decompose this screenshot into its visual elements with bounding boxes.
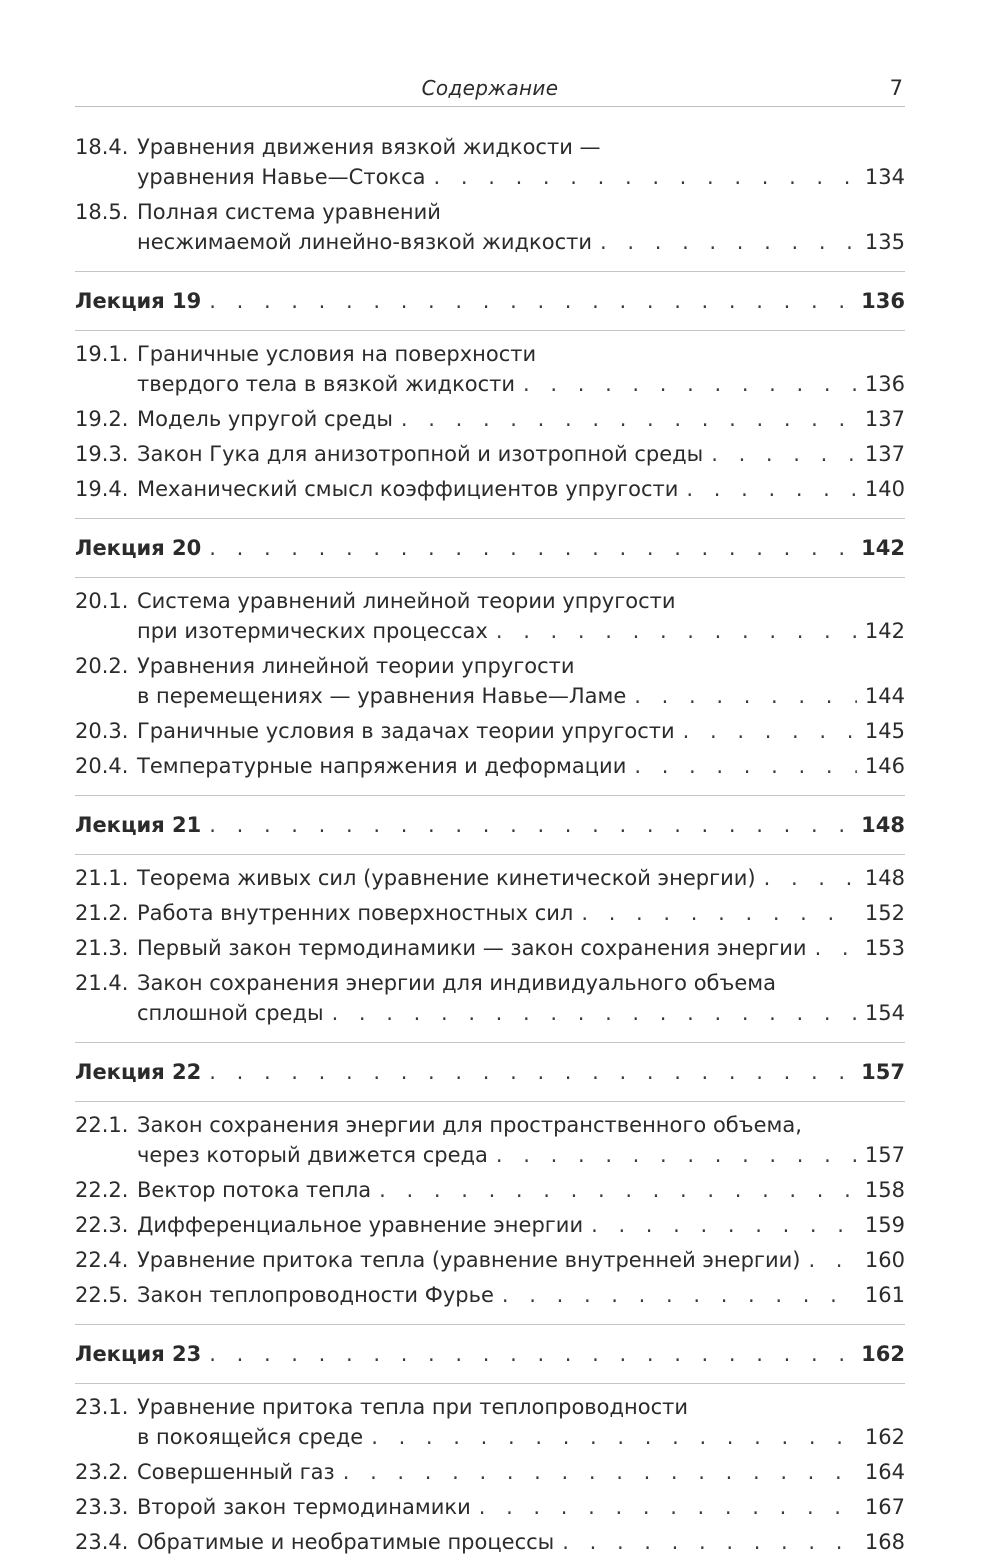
toc-entry-page: 144: [864, 684, 905, 708]
lecture-page: 162: [861, 1342, 905, 1366]
toc-entry-line1: Система уравнений линейной теории упругости: [137, 589, 676, 613]
toc-lecture-23: [75, 1339, 905, 1369]
toc-entry-number: 23.4.: [75, 1530, 129, 1554]
toc-entry-23-3: [75, 1492, 905, 1522]
header-title: Содержание: [421, 76, 559, 100]
toc-entry-line2: в покоящейся среде: [137, 1425, 364, 1449]
toc-entry-number: 19.4.: [75, 477, 129, 501]
toc-entry-text: Дифференциальное уравнение энергии: [137, 1213, 584, 1237]
toc-entry-text: Совершенный газ: [137, 1460, 335, 1484]
toc-entry-19-1: [75, 339, 905, 399]
toc-entry-number: 20.3.: [75, 719, 129, 743]
toc-entry-number: 23.2.: [75, 1460, 129, 1484]
toc-entry-line1: Уравнения движения вязкой жидкости —: [137, 135, 601, 159]
divider-line: [75, 1324, 905, 1325]
toc-lecture-20: [75, 533, 905, 563]
toc-entry-line1: Закон сохранения энергии для пространственного объема,: [137, 1113, 802, 1137]
toc-entry-text: Граничные условия в задачах теории упругости: [137, 719, 675, 743]
toc-entry-page: 140: [864, 477, 905, 501]
lecture-title: Лекция 19: [75, 289, 202, 313]
toc-entry-number: 20.2.: [75, 654, 129, 678]
dot-leader: [815, 933, 857, 963]
toc-entry-page: 134: [864, 165, 905, 189]
toc-entry-line2: сплошной среды: [137, 1001, 324, 1025]
dot-leader: [683, 716, 857, 746]
dot-leader: [634, 751, 857, 781]
toc-entry-23-4: [75, 1527, 905, 1557]
toc-entry-number: 23.3.: [75, 1495, 129, 1519]
dot-leader: [634, 681, 857, 711]
toc-entry-20-4: [75, 751, 905, 781]
dot-leader: [379, 1175, 857, 1205]
toc-entry-21-2: [75, 898, 905, 928]
toc-entry-text: Уравнение притока тепла (уравнение внутренней энергии): [137, 1248, 801, 1272]
toc-entry-line1: Полная система уравнений: [137, 200, 441, 224]
divider-line: [75, 1101, 905, 1102]
header-page-number: 7: [889, 76, 903, 100]
dot-leader: [209, 286, 853, 316]
toc-entry-line1: Закон сохранения энергии для индивидуального объема: [137, 971, 776, 995]
toc-entry-page: 157: [864, 1143, 905, 1167]
toc-entry-page: 152: [864, 901, 905, 925]
toc-entry-22-1: [75, 1110, 905, 1170]
divider-line: [75, 271, 905, 272]
toc-entry-page: 167: [864, 1495, 905, 1519]
dot-leader: [479, 1492, 857, 1522]
toc-entry-page: 168: [864, 1530, 905, 1554]
dot-leader: [332, 998, 857, 1028]
toc-entry-text: Вектор потока тепла: [137, 1178, 372, 1202]
divider-line: [75, 518, 905, 519]
toc-entry-19-4: [75, 474, 905, 504]
table-of-contents: [75, 132, 905, 1557]
toc-entry-20-2: [75, 651, 905, 711]
toc-entry-page: 153: [864, 936, 905, 960]
lecture-title: Лекция 22: [75, 1060, 202, 1084]
toc-entry-number: 21.2.: [75, 901, 129, 925]
toc-entry-number: 21.1.: [75, 866, 129, 890]
dot-leader: [764, 863, 857, 893]
toc-entry-21-3: [75, 933, 905, 963]
dot-leader: [434, 162, 857, 192]
toc-entry-line1: Уравнение притока тепла при теплопроводности: [137, 1395, 689, 1419]
toc-entry-page: 161: [864, 1283, 905, 1307]
lecture-title: Лекция 20: [75, 536, 202, 560]
dot-leader: [600, 227, 857, 257]
running-header: [75, 70, 905, 107]
toc-entry-number: 22.2.: [75, 1178, 129, 1202]
toc-entry-21-1: [75, 863, 905, 893]
dot-leader: [401, 404, 857, 434]
toc-entry-page: 159: [864, 1213, 905, 1237]
toc-entry-line2: уравнения Навье—Стокса: [137, 165, 426, 189]
toc-entry-page: 137: [864, 407, 905, 431]
dot-leader: [711, 439, 857, 469]
toc-entry-text: Закон теплопроводности Фурье: [137, 1283, 494, 1307]
lecture-page: 136: [861, 289, 905, 313]
toc-entry-22-5: [75, 1280, 905, 1310]
toc-entry-number: 21.3.: [75, 936, 129, 960]
toc-entry-text: Температурные напряжения и деформации: [137, 754, 627, 778]
toc-entry-page: 142: [864, 619, 905, 643]
dot-leader: [502, 1280, 857, 1310]
toc-lecture-21: [75, 810, 905, 840]
toc-entry-20-1: [75, 586, 905, 646]
dot-leader: [562, 1527, 857, 1557]
dot-leader: [591, 1210, 857, 1240]
toc-entry-number: 20.1.: [75, 589, 129, 613]
lecture-title: Лекция 23: [75, 1342, 202, 1366]
toc-entry-number: 22.1.: [75, 1113, 129, 1137]
toc-entry-page: 146: [864, 754, 905, 778]
toc-entry-19-3: [75, 439, 905, 469]
divider-line: [75, 577, 905, 578]
toc-entry-number: 22.4.: [75, 1248, 129, 1272]
toc-entry-page: 164: [864, 1460, 905, 1484]
toc-entry-text: Первый закон термодинамики — закон сохранения энергии: [137, 936, 807, 960]
lecture-title: Лекция 21: [75, 813, 202, 837]
toc-entry-line2: твердого тела в вязкой жидкости: [137, 372, 516, 396]
toc-entry-line2: при изотермических процессах: [137, 619, 488, 643]
dot-leader: [686, 474, 856, 504]
toc-entry-page: 162: [864, 1425, 905, 1449]
toc-entry-number: 20.4.: [75, 754, 129, 778]
toc-entry-text: Обратимые и необратимые процессы: [137, 1530, 555, 1554]
toc-entry-22-4: [75, 1245, 905, 1275]
toc-entry-number: 22.3.: [75, 1213, 129, 1237]
toc-entry-number: 19.2.: [75, 407, 129, 431]
toc-entry-page: 158: [864, 1178, 905, 1202]
toc-entry-text: Закон Гука для анизотропной и изотропной среды: [137, 442, 704, 466]
toc-entry-text: Механический смысл коэффициентов упругости: [137, 477, 679, 501]
toc-entry-23-2: [75, 1457, 905, 1487]
toc-entry-22-3: [75, 1210, 905, 1240]
toc-entry-line2: несжимаемой линейно-вязкой жидкости: [137, 230, 593, 254]
toc-entry-text: Второй закон термодинамики: [137, 1495, 471, 1519]
toc-entry-number: 18.5.: [75, 200, 129, 224]
toc-entry-22-2: [75, 1175, 905, 1205]
divider-line: [75, 330, 905, 331]
dot-leader: [496, 616, 857, 646]
divider-line: [75, 795, 905, 796]
toc-entry-number: 18.4.: [75, 135, 129, 159]
lecture-page: 142: [861, 536, 905, 560]
toc-entry-page: 154: [864, 1001, 905, 1025]
toc-entry-page: 145: [864, 719, 905, 743]
toc-entry-number: 23.1.: [75, 1395, 129, 1419]
toc-entry-21-4: [75, 968, 905, 1028]
toc-entry-19-2: [75, 404, 905, 434]
toc-entry-number: 19.3.: [75, 442, 129, 466]
toc-entry-line1: Уравнения линейной теории упругости: [137, 654, 575, 678]
toc-lecture-19: [75, 286, 905, 316]
lecture-page: 148: [861, 813, 905, 837]
dot-leader: [209, 1339, 853, 1369]
toc-entry-page: 137: [864, 442, 905, 466]
toc-entry-18-4: [75, 132, 905, 192]
toc-lecture-22: [75, 1057, 905, 1087]
dot-leader: [581, 898, 857, 928]
toc-entry-18-5: [75, 197, 905, 257]
divider-line: [75, 1383, 905, 1384]
divider-line: [75, 1042, 905, 1043]
toc-entry-line1: Граничные условия на поверхности: [137, 342, 537, 366]
toc-entry-line2: в перемещениях — уравнения Навье—Ламе: [137, 684, 627, 708]
toc-entry-number: 22.5.: [75, 1283, 129, 1307]
toc-entry-text: Теорема живых сил (уравнение кинетической энергии): [137, 866, 756, 890]
toc-entry-20-3: [75, 716, 905, 746]
toc-entry-page: 135: [864, 230, 905, 254]
toc-entry-number: 19.1.: [75, 342, 129, 366]
dot-leader: [209, 533, 853, 563]
toc-entry-page: 136: [864, 372, 905, 396]
toc-entry-number: 21.4.: [75, 971, 129, 995]
dot-leader: [343, 1457, 857, 1487]
dot-leader: [808, 1245, 856, 1275]
dot-leader: [209, 810, 853, 840]
toc-entry-text: Работа внутренних поверхностных сил: [137, 901, 574, 925]
lecture-page: 157: [861, 1060, 905, 1084]
divider-line: [75, 854, 905, 855]
toc-entry-page: 160: [864, 1248, 905, 1272]
toc-entry-line2: через который движется среда: [137, 1143, 488, 1167]
toc-entry-23-1: [75, 1392, 905, 1452]
dot-leader: [371, 1422, 857, 1452]
toc-entry-page: 148: [864, 866, 905, 890]
dot-leader: [209, 1057, 853, 1087]
dot-leader: [496, 1140, 857, 1170]
dot-leader: [523, 369, 857, 399]
toc-entry-text: Модель упругой среды: [137, 407, 393, 431]
